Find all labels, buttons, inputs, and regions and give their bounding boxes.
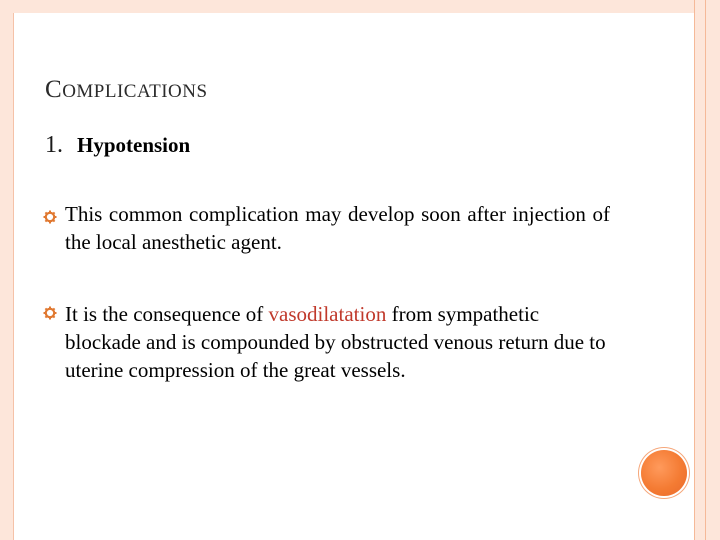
title-first-letter: C <box>45 76 63 103</box>
title-rest: OMPLICATIONS <box>62 81 208 102</box>
subheading <box>45 132 190 159</box>
bullet-2-after: from sympathetic blockade and is compounded by obstructed venous return due to uterine compression of the great vessels. <box>65 302 606 382</box>
orange-circle-icon <box>641 450 687 496</box>
right-border-line <box>694 0 695 540</box>
slide-title <box>45 76 208 104</box>
top-border <box>13 0 694 13</box>
bullet-2-text <box>65 300 610 384</box>
gear-bullet-icon <box>43 306 57 320</box>
bullet-2-before: It is the consequence of <box>65 302 269 326</box>
gear-bullet-icon <box>43 210 57 224</box>
right-border <box>694 0 720 540</box>
left-border <box>0 0 13 540</box>
heading-text: Hypotension <box>77 133 191 157</box>
highlighted-term: vasodilatation <box>268 302 387 326</box>
list-number: 1. <box>45 132 63 158</box>
left-border-line <box>13 0 14 540</box>
bullet-1-text: This common complication may develop soon after injection of the local anesthetic agent. <box>65 202 610 254</box>
right-border-line <box>705 0 706 540</box>
